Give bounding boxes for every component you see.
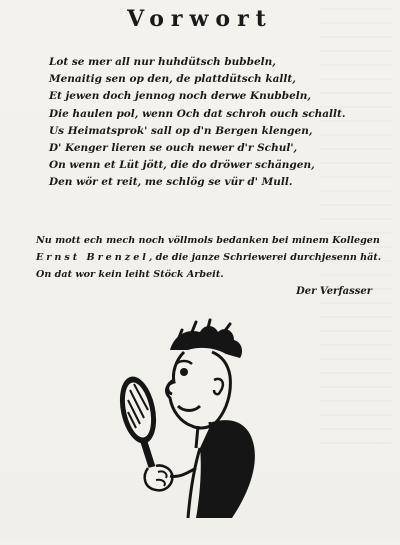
signature: Der Verfasser	[296, 286, 372, 297]
poem-line: Die haulen pol, wenn Och dat schroh ouch schallt.	[49, 107, 346, 120]
poem-line: On wenn et Lüt jött, die do dröwer schängen,	[49, 159, 315, 172]
acknowledgement-paragraph	[36, 232, 388, 284]
poem-line: Us Heimatsprok' sall op d'n Bergen klengen,	[49, 124, 313, 137]
prose-line	[36, 249, 388, 266]
poem-line: Menaitig sen op den, de plattdütsch kallt,	[49, 73, 296, 86]
poem-line: Et jewen doch jennog noch derwe Knubbeln,	[49, 90, 312, 103]
man-with-hand-mirror-icon	[100, 318, 300, 541]
poem-line: D' Kenger lieren se ouch newer d'r Schul',	[49, 142, 298, 155]
prose-line: Nu mott ech mech noch völlmols bedanken bei minem Kollegen	[36, 235, 380, 246]
poem-line: Den wör et reit, me schlög se vür d' Mull.	[49, 176, 293, 189]
poem-line: Lot se mer all nur huhdütsch bubbeln,	[49, 56, 276, 68]
prose-line-rest: , de die janze Schriewerei durchjesenn hät.	[148, 252, 382, 264]
colleague-name: Ernst Brenzel	[36, 252, 149, 264]
page-title: Vorwort	[127, 6, 273, 32]
prose-line: On dat wor kein leiht Stöck Arbeit.	[36, 269, 224, 281]
poem-block	[49, 54, 379, 192]
